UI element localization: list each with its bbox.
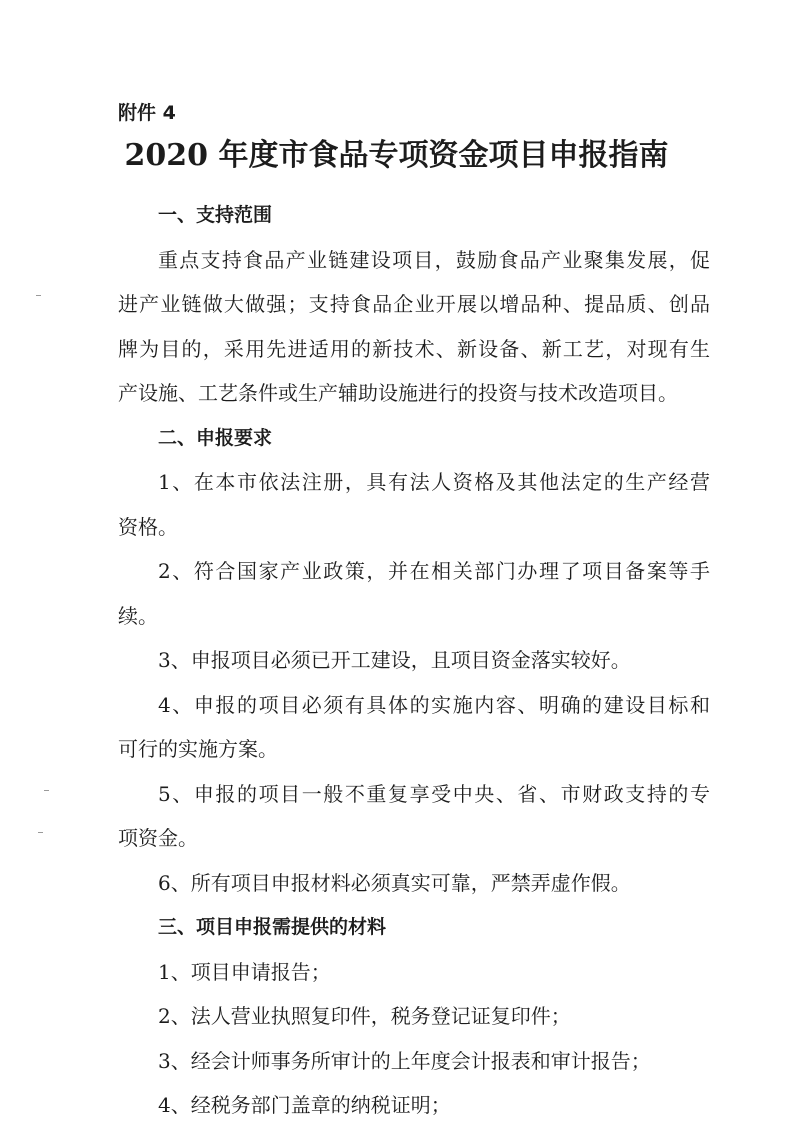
scan-speck [44, 790, 49, 791]
requirement-item-3: 3、申报项目必须已开工建设，且项目资金落实较好。 [158, 648, 631, 672]
attachment-label: 附件 4 [118, 102, 176, 124]
requirement-item-2: 2、符合国家产业政策，并在相关部门办理了项目备案等手 [158, 559, 710, 583]
material-item-4: 4、经税务部门盖章的纳税证明； [158, 1093, 451, 1117]
requirement-item-4: 4、申报的项目必须有具体的实施内容、明确的建设目标和 [158, 692, 710, 717]
paragraph-line: 产设施、工艺条件或生产辅助设施进行的投资与技术改造项目。 [118, 381, 678, 405]
scan-speck [36, 295, 41, 296]
paragraph-line: 重点支持食品产业链建设项目，鼓励食品产业聚集发展，促 [158, 247, 710, 272]
section-heading-support-scope: 一、支持范围 [158, 204, 273, 226]
requirement-item-4-cont: 可行的实施方案。 [118, 737, 278, 761]
material-item-3: 3、经会计师事务所审计的上年度会计报表和审计报告； [158, 1048, 651, 1073]
document-body [118, 193, 710, 1128]
material-item-1: 1、项目申请报告； [158, 959, 331, 984]
document-title: 2020 年度市食品专项资金项目申报指南 [124, 138, 669, 173]
requirement-item-2-cont: 续。 [118, 603, 158, 628]
requirement-item-5: 5、申报的项目一般不重复享受中央、省、市财政支持的专 [158, 781, 710, 806]
requirement-item-6: 6、所有项目申报材料必须真实可靠，严禁弄虚作假。 [158, 870, 631, 895]
scan-speck [38, 832, 43, 833]
paragraph-line: 进产业链做大做强；支持食品企业开展以增品种、提品质、创品 [118, 292, 710, 316]
section-heading-materials: 三、项目申报需提供的材料 [158, 916, 387, 938]
requirement-item-5-cont: 项资金。 [118, 826, 198, 850]
requirement-item-1: 1、在本市依法注册，具有法人资格及其他法定的生产经营 [158, 470, 710, 494]
requirement-item-1-cont: 资格。 [118, 514, 178, 539]
section-heading-requirements: 二、申报要求 [158, 426, 273, 449]
paragraph-line: 牌为目的，采用先进适用的新技术、新设备、新工艺，对现有生 [118, 336, 710, 361]
material-item-2: 2、法人营业执照复印件，税务登记证复印件； [158, 1004, 571, 1028]
